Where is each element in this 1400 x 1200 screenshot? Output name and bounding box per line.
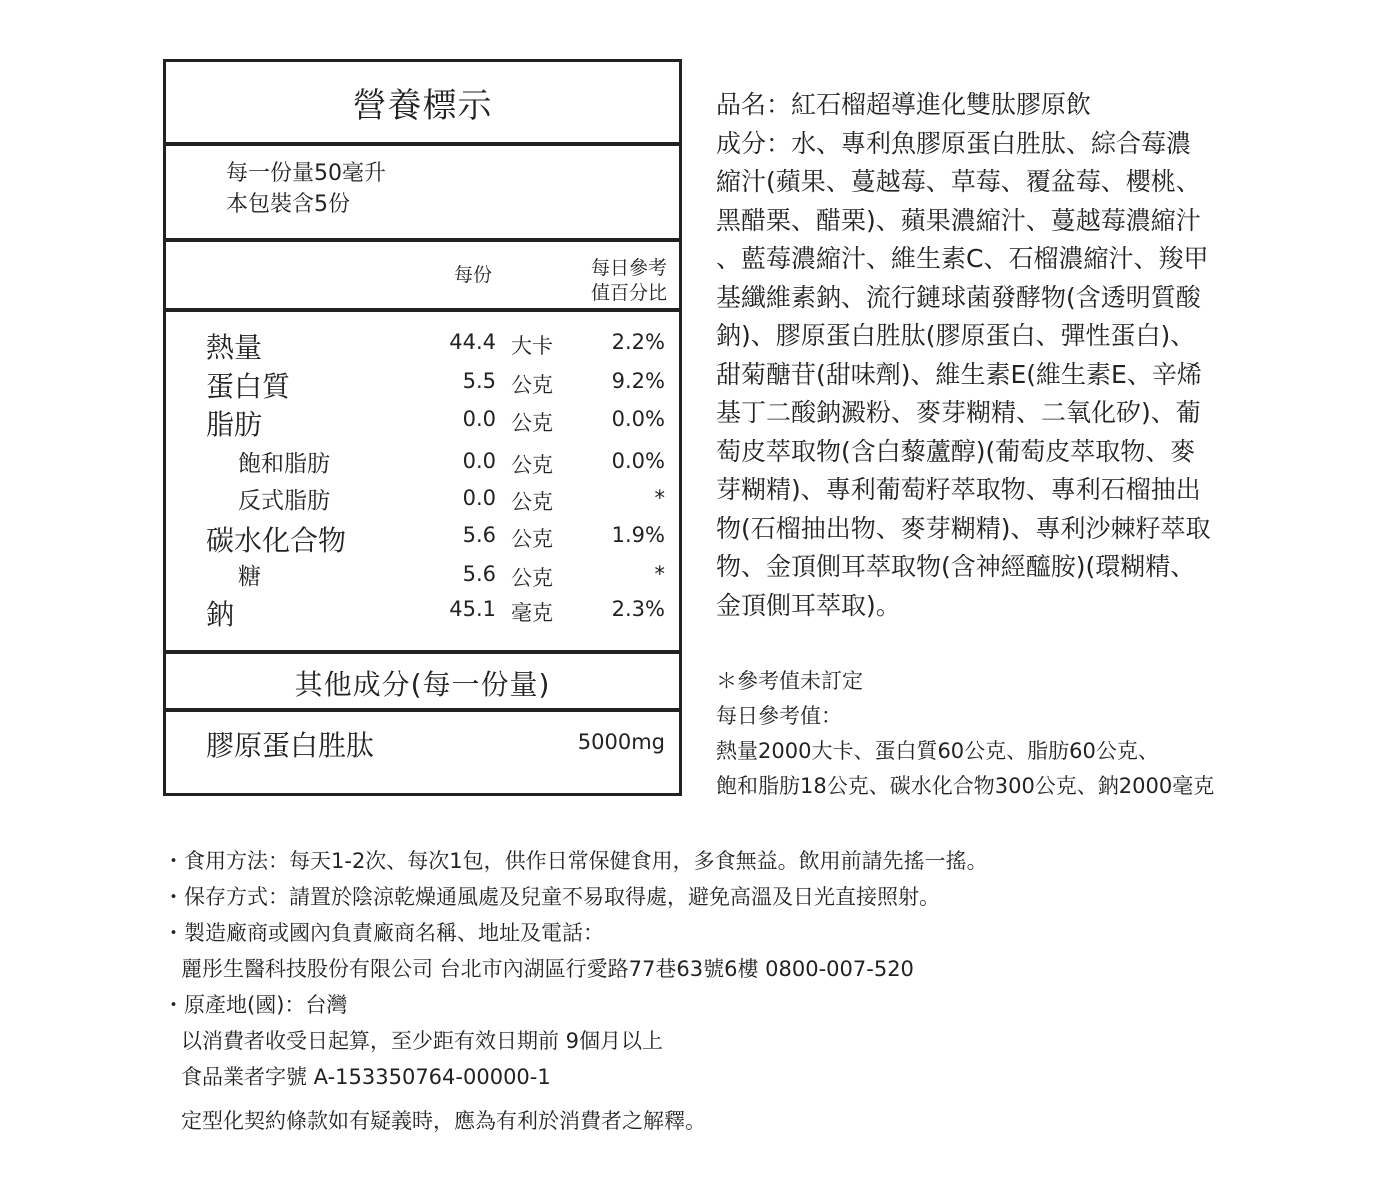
nutrient-dv: 0.0% bbox=[611, 407, 665, 431]
nutrient-unit: 公克 bbox=[511, 527, 553, 551]
nutrient-value: 44.4 bbox=[449, 330, 496, 354]
nutrient-unit: 公克 bbox=[511, 373, 553, 397]
ingredients-line: 基纖維素鈉、流行鏈球菌發酵物(含透明質酸 bbox=[716, 282, 1201, 312]
daily-value-header bbox=[591, 256, 667, 306]
daily-value-header-line: 每日參考 bbox=[590, 257, 667, 279]
nutrient-name: 糖 bbox=[238, 564, 261, 590]
nutrient-value: 0.0 bbox=[462, 449, 496, 473]
note-line: ＊參考值未訂定 bbox=[716, 669, 863, 693]
ingredients-line: 鈉)、膠原蛋白胜肽(膠原蛋白、彈性蛋白)、 bbox=[716, 321, 1196, 350]
origin-line: ・原產地(國)：台灣 bbox=[163, 993, 348, 1017]
ingredients-line: 品名：紅石榴超導進化雙肽膠原飲 bbox=[716, 90, 1092, 119]
other-ingredient-row bbox=[166, 724, 679, 764]
nutrient-unit: 公克 bbox=[511, 566, 553, 590]
note-line: 飽和脂肪18公克、碳水化合物300公克、鈉2000毫克 bbox=[716, 774, 1215, 798]
usage-line: ・食用方法：每天1-2次、每次1包，供作日常保健食用，多食無益。飲用前請先搖一搖。 bbox=[163, 849, 988, 873]
ingredients-line: 芽糊精)、專利葡萄籽萃取物、專利石榴抽出 bbox=[716, 475, 1201, 504]
nutrient-dv: 2.2% bbox=[611, 330, 665, 354]
product-info bbox=[163, 843, 988, 1139]
daily-value-header-line: 值百分比 bbox=[590, 282, 667, 304]
contract-line: 定型化契約條款如有疑義時，應為有利於消費者之解釋。 bbox=[181, 1109, 706, 1133]
manufacturer-line: 麗彤生醫科技股份有限公司 台北市內湖區行愛路77巷63號6樓 0800-007-520 bbox=[181, 957, 914, 981]
nutrient-dv: 9.2% bbox=[611, 369, 665, 393]
nutrient-value: 0.0 bbox=[462, 486, 496, 510]
per-serving-header: 每份 bbox=[453, 264, 492, 286]
nutrient-dv: 0.0% bbox=[611, 449, 665, 473]
divider bbox=[166, 238, 679, 242]
storage-line: ・保存方式：請置於陰涼乾燥通風處及兒童不易取得處，避免高溫及日光直接照射。 bbox=[163, 885, 940, 909]
nutrient-value: 5.5 bbox=[462, 369, 496, 393]
reference-notes bbox=[716, 664, 1214, 804]
nutrient-row bbox=[166, 482, 679, 518]
nutrient-value: 5.6 bbox=[462, 523, 496, 547]
nutrient-name: 脂肪 bbox=[206, 408, 263, 441]
nutrient-row bbox=[166, 558, 679, 594]
note-line: 熱量2000大卡、蛋白質60公克、脂肪60公克、 bbox=[716, 739, 1159, 763]
nutrient-unit: 公克 bbox=[511, 490, 553, 514]
nutrient-name: 熱量 bbox=[206, 331, 263, 364]
shelf-life-line: 以消費者收受日起算，至少距有效日期前 9個月以上 bbox=[181, 1029, 664, 1053]
divider bbox=[166, 142, 679, 146]
nutrient-row bbox=[166, 326, 679, 362]
nutrient-row bbox=[166, 519, 679, 555]
nutrient-dv: * bbox=[654, 562, 665, 586]
ingredients-text bbox=[716, 86, 1256, 625]
license-line: 食品業者字號 A-153350764-00000-1 bbox=[181, 1065, 551, 1089]
nutrient-name: 蛋白質 bbox=[206, 370, 291, 403]
nutrient-row bbox=[166, 403, 679, 439]
ingredients-line: 黑醋栗、醋栗)、蘋果濃縮汁、蔓越莓濃縮汁 bbox=[716, 205, 1201, 235]
serving-info bbox=[226, 158, 679, 220]
nutrient-value: 5.6 bbox=[462, 562, 496, 586]
ingredients-line: 甜菊醣苷(甜味劑)、維生素E(維生素E、辛烯 bbox=[716, 359, 1202, 389]
manufacturer-label: ・製造廠商或國內負責廠商名稱、地址及電話： bbox=[163, 921, 604, 945]
nutrition-title: 營養標示 bbox=[352, 85, 493, 126]
other-ingredients-title: 其他成分(每一份量) bbox=[294, 668, 551, 701]
other-ingredient-value: 5000mg bbox=[577, 730, 665, 754]
nutrient-value: 0.0 bbox=[462, 407, 496, 431]
nutrient-row bbox=[166, 593, 679, 629]
ingredients-line: 金頂側耳萃取)。 bbox=[716, 590, 901, 620]
nutrient-unit: 毫克 bbox=[511, 601, 553, 625]
ingredients-line: 物、金頂側耳萃取物(含神經醯胺)(環糊精、 bbox=[716, 552, 1196, 581]
ingredients-line: 成分：水、專利魚膠原蛋白胜肽、綜合莓濃 bbox=[716, 128, 1192, 158]
ingredients-line: 物(石榴抽出物、麥芽糊精)、專利沙棘籽萃取 bbox=[716, 513, 1211, 543]
nutrient-name: 飽和脂肪 bbox=[238, 451, 330, 477]
nutrient-unit: 大卡 bbox=[511, 334, 553, 358]
divider bbox=[166, 308, 679, 312]
nutrient-unit: 公克 bbox=[511, 411, 553, 435]
nutrient-value: 45.1 bbox=[449, 597, 496, 621]
other-ingredient-name: 膠原蛋白胜肽 bbox=[206, 729, 375, 762]
ingredients-line: 縮汁(蘋果、蔓越莓、草莓、覆盆莓、櫻桃、 bbox=[716, 167, 1201, 196]
servings-per-package: 本包裝含5份 bbox=[226, 192, 350, 217]
nutrient-row bbox=[166, 365, 679, 401]
nutrient-name: 鈉 bbox=[206, 598, 235, 631]
spacer bbox=[163, 1095, 988, 1103]
ingredients-line: 、藍莓濃縮汁、維生素C、石榴濃縮汁、羧甲 bbox=[716, 244, 1209, 273]
nutrient-row bbox=[166, 445, 679, 481]
nutrition-label bbox=[163, 59, 682, 796]
nutrient-dv: 2.3% bbox=[611, 597, 665, 621]
ingredients-line: 基丁二酸鈉澱粉、麥芽糊精、二氧化矽)、葡 bbox=[716, 398, 1201, 427]
ingredients-line: 萄皮萃取物(含白藜蘆醇)(葡萄皮萃取物、麥 bbox=[716, 436, 1196, 466]
nutrient-name: 碳水化合物 bbox=[206, 524, 347, 557]
nutrient-dv: * bbox=[654, 486, 665, 510]
nutrient-dv: 1.9% bbox=[611, 523, 665, 547]
nutrient-unit: 公克 bbox=[511, 453, 553, 477]
divider bbox=[166, 708, 679, 712]
serving-size: 每一份量50毫升 bbox=[226, 161, 386, 186]
note-line: 每日參考值： bbox=[716, 704, 842, 728]
nutrient-name: 反式脂肪 bbox=[238, 488, 330, 514]
